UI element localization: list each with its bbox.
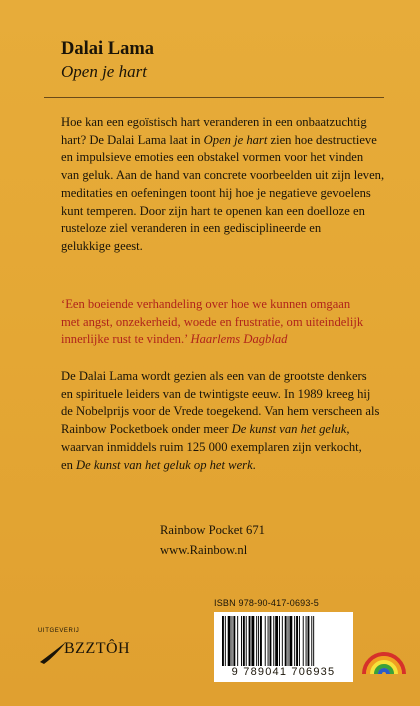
isbn-label: ISBN 978-90-417-0693-5 (214, 598, 319, 608)
publisher-logo (38, 628, 131, 678)
bio-line: de Nobelprijs voor de Vrede toegekend. Van hem verscheen als (61, 404, 380, 419)
book-title: Open je hart (61, 62, 147, 81)
divider-line (44, 97, 384, 98)
barcode (214, 612, 353, 682)
barcode-digits: 9 789041 706935 (231, 666, 336, 678)
author-bio (61, 368, 391, 474)
blurb-line: en impulsieve emoties een obstakel vormen voor het vinden (61, 150, 364, 165)
blurb-line: hart? De Dalai Lama laat in Open je hart zien hoe destructieve (61, 132, 377, 147)
blurb-paragraph (61, 114, 385, 256)
series-label: Rainbow Pocket 671 (160, 523, 265, 537)
bio-line: Rainbow Pocketboek onder meer De kunst van het geluk, (61, 422, 350, 437)
blurb-line: van geluk. Aan de hand van concrete voorbeelden uit zijn leven, (61, 168, 385, 183)
logo-name: BZZTÔH (64, 640, 131, 657)
quote-line: met angst, onzekerheid, woede en frustratie, om uiteindelijk (61, 314, 364, 329)
quote-line: innerlijke rust te vinden.’ Haarlems Dagblad (61, 332, 288, 347)
review-quote (61, 296, 383, 349)
quote-source: Haarlems Dagblad (190, 332, 288, 347)
publisher-info (160, 520, 265, 560)
logo-small-text: UITGEVERIJ (38, 628, 80, 634)
rainbow-logo-icon (360, 640, 408, 676)
blurb-line: rusteloze ziel veranderen in een gedisciplineerde en (61, 221, 322, 236)
blurb-line: meditaties en oefeningen toont hij hoe je negatieve gevoelens (61, 185, 371, 200)
quote-line: ‘Een boeiende verhandeling over hoe we kunnen omgaan (61, 297, 351, 311)
blurb-line: Hoe kan een egoïstisch hart veranderen in een onbaatzuchtig (61, 115, 367, 129)
bio-line: waarvan inmiddels ruim 125 000 exemplaren zijn verkocht, (61, 439, 362, 454)
blurb-line: gelukkige geest. (61, 238, 143, 253)
website-link: www.Rainbow.nl (160, 543, 248, 557)
barcode-bars (222, 616, 345, 668)
bio-line: De Dalai Lama wordt gezien als een van de grootste denkers (61, 369, 367, 383)
book-author: Dalai Lama (61, 39, 155, 59)
blurb-line: kunt temperen. Door zijn hart te openen kan een doelloze en (61, 203, 365, 218)
bio-line: en spirituele leiders van de twintigste eeuw. In 1989 kreeg hij (61, 386, 371, 401)
bio-line: en De kunst van het geluk op het werk. (61, 457, 256, 472)
